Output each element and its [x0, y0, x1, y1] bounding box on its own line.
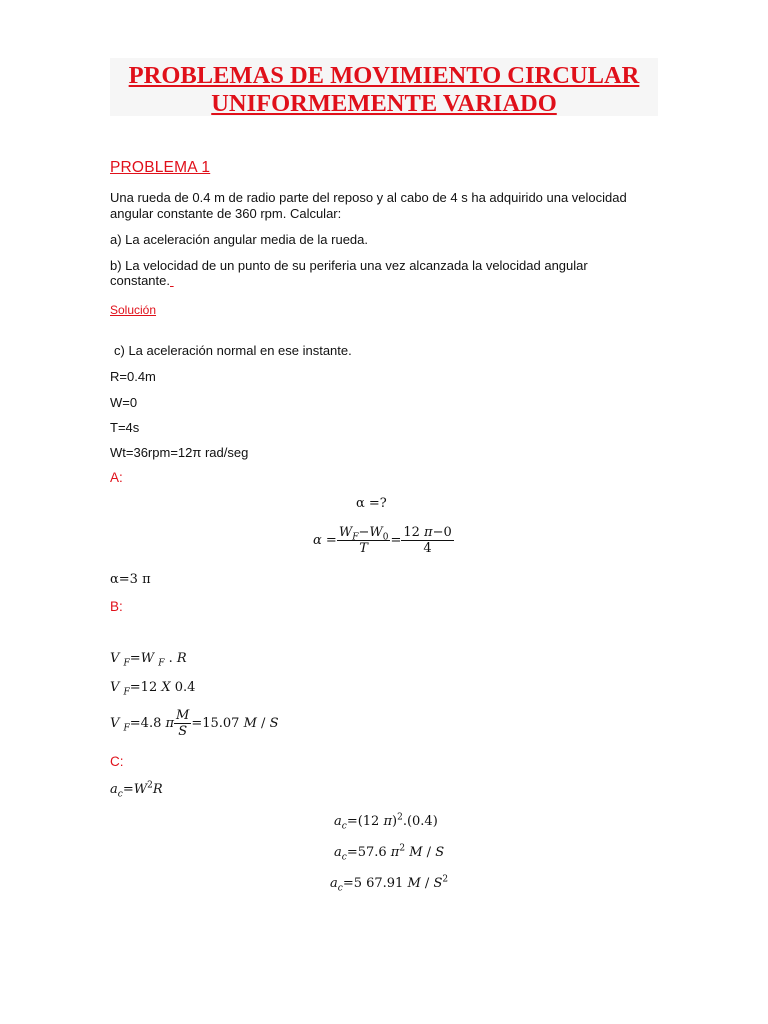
given-final-omega: Wt=36rpm=12π rad/seg — [110, 445, 249, 460]
statement-line-1: Una rueda de 0.4 m de radio parte del reposo y al cabo de 4 s ha adquirido una velocidad — [110, 190, 627, 205]
section-a-label: A: — [110, 470, 123, 485]
alpha-unknown: α =? — [356, 496, 387, 511]
vf-result: V $_F$=4.8 π $\frac{M}{S}$ =15.07 M / S — [110, 708, 279, 739]
ac-substitution: $a_c=(12$ π)$^2$.(0.4) — [334, 812, 438, 832]
red-underscore — [170, 273, 174, 288]
title-banner — [110, 58, 658, 116]
ac-result: $a_c=5$ 67.91 M / $S^2$ — [330, 874, 449, 894]
statement-line-2: angular constante de 360 rpm. Calcular: — [110, 206, 342, 221]
problem-heading: PROBLEMA 1 — [110, 159, 211, 176]
part-b-question-line-2 — [110, 273, 174, 289]
part-b-question-text: constante. — [110, 273, 170, 288]
page-title-line-1: PROBLEMAS DE MOVIMIENTO CIRCULAR — [128, 62, 640, 89]
solution-label: Solución — [110, 303, 157, 317]
section-c-label: C: — [110, 754, 124, 769]
part-a-question: a) La aceleración angular media de la rueda. — [110, 232, 369, 247]
given-initial-omega: W=0 — [110, 395, 138, 410]
vf-substitution: V $_F$=12 X 0.4 — [110, 680, 196, 698]
ac-formula: $a_c=W^2R$ — [110, 780, 163, 800]
page-title-line-2: UNIFORMEMENTE VARIADO — [211, 90, 557, 117]
given-radius: R=0.4m — [110, 369, 156, 384]
given-time: T=4s — [110, 420, 140, 435]
part-b-question-line-1: b) La velocidad de un punto de su periferia una vez alcanzada la velocidad angular — [110, 258, 588, 273]
part-c-question: c) La aceleración normal en ese instante. — [114, 343, 352, 358]
alpha-formula: α = $\frac{W_F-W_0}{T}$ = $\frac{12 \pi-0}{4}$ — [313, 525, 452, 556]
section-b-label: B: — [110, 599, 123, 614]
vf-formula: V $_F$=W $_F$ . R — [110, 651, 187, 669]
ac-intermediate: $a_c=57.6$ $\pi^2$ M / S — [334, 843, 445, 863]
alpha-result: α=3 π — [110, 572, 151, 587]
